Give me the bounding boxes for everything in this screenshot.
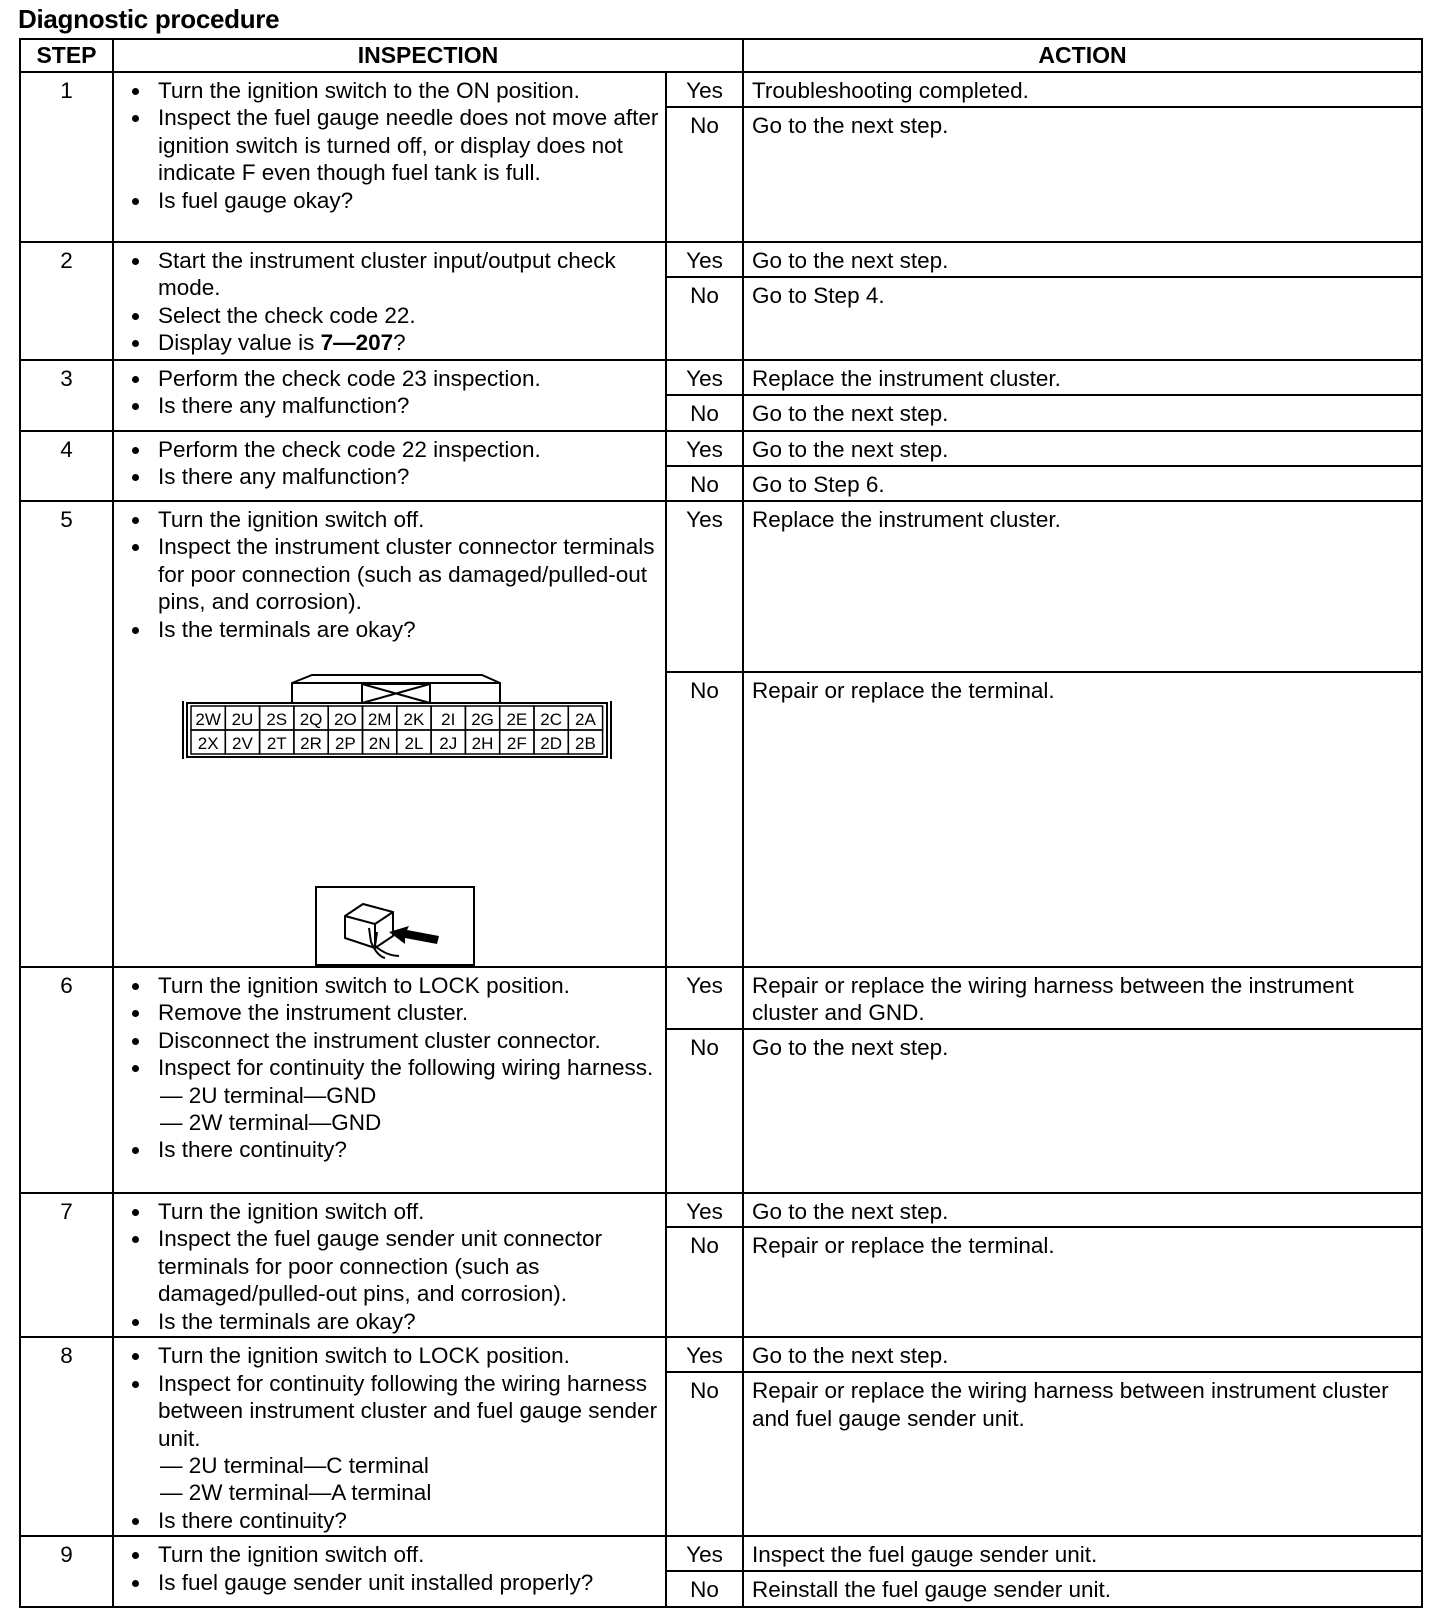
inspection-item: Select the check code 22. <box>124 302 659 329</box>
yes-label: Yes <box>666 242 743 277</box>
yes-label: Yes <box>666 1337 743 1372</box>
connector-pin-grid <box>191 706 603 754</box>
connector-pin-label: 2N <box>368 734 391 754</box>
inspection-cell <box>113 1337 666 1536</box>
no-action: Repair or replace the terminal. <box>743 672 1422 967</box>
connector-pin-label: 2H <box>471 734 494 754</box>
no-label: No <box>666 1227 743 1337</box>
display-value: 7—207 <box>320 330 394 356</box>
inspection-item: Turn the ignition switch to LOCK position. <box>124 972 659 999</box>
step-number: 7 <box>20 1193 113 1337</box>
step-number: 4 <box>20 431 113 501</box>
connector-pin-label: 2V <box>232 734 253 754</box>
connector-pin-label: 2K <box>403 710 425 730</box>
inspection-item: Disconnect the instrument cluster connector. <box>124 1027 659 1054</box>
inspection-cell <box>113 431 666 501</box>
yes-label: Yes <box>666 1536 743 1571</box>
diagnostic-table <box>19 38 1423 1608</box>
inspection-item: Is there continuity? <box>124 1507 659 1534</box>
no-label: No <box>666 466 743 501</box>
no-action: Go to the next step. <box>743 1029 1422 1193</box>
inspection-item: Turn the ignition switch off. <box>124 506 659 533</box>
connector-pin-label: 2C <box>540 710 563 730</box>
yes-label: Yes <box>666 360 743 395</box>
yes-action: Troubleshooting completed. <box>743 72 1422 107</box>
connector-pin-label: 2M <box>367 710 392 730</box>
inspection-cell <box>113 242 666 360</box>
inspection-item: Is there any malfunction? <box>124 463 659 490</box>
connector-pin-label: 2X <box>197 734 219 754</box>
yes-label: Yes <box>666 72 743 107</box>
no-action: Go to the next step. <box>743 395 1422 431</box>
inspection-item: Turn the ignition switch to the ON position. <box>124 77 659 104</box>
header-action: ACTION <box>743 39 1422 72</box>
inspection-subitem: — 2U terminal—C terminal <box>160 1453 429 1479</box>
no-label: No <box>666 107 743 242</box>
inspection-cell <box>113 967 666 1193</box>
step-number: 2 <box>20 242 113 360</box>
step-row-4-yes <box>20 431 1422 466</box>
inspection-item: Turn the ignition switch to LOCK position. <box>124 1342 659 1369</box>
no-action: Go to Step 4. <box>743 277 1422 360</box>
inspection-item: Inspect the fuel gauge needle does not move after ignition switch is turned off, or display does not indicate F even though fuel tank is full. <box>124 104 659 186</box>
inspection-subitem: — 2W terminal—GND <box>160 1110 382 1136</box>
yes-action: Replace the instrument cluster. <box>743 360 1422 395</box>
step-row-6-yes <box>20 967 1422 1029</box>
inspection-item: Perform the check code 22 inspection. <box>124 436 659 463</box>
step-number: 6 <box>20 967 113 1193</box>
step-row-7-yes <box>20 1193 1422 1227</box>
display-suffix: ? <box>393 330 406 356</box>
view-direction-icon <box>315 886 475 966</box>
yes-action: Inspect the fuel gauge sender unit. <box>743 1536 1422 1571</box>
inspection-subitem: — 2W terminal—A terminal <box>160 1480 432 1506</box>
inspection-cell <box>113 1193 666 1337</box>
no-action: Repair or replace the terminal. <box>743 1227 1422 1337</box>
inspection-item: Is fuel gauge sender unit installed properly? <box>124 1569 659 1596</box>
inspection-cell <box>113 360 666 431</box>
yes-action: Go to the next step. <box>743 1337 1422 1372</box>
connector-pin-label: 2W <box>195 710 221 730</box>
connector-pin-label: 2S <box>266 710 288 730</box>
yes-action: Repair or replace the wiring harness between the instrument cluster and GND. <box>743 967 1422 1029</box>
no-label: No <box>666 672 743 967</box>
no-action: Go to the next step. <box>743 107 1422 242</box>
connector-pin-label: 2I <box>441 710 456 730</box>
connector-pin-label: 2G <box>471 710 494 730</box>
no-action: Go to Step 6. <box>743 466 1422 501</box>
inspection-item: Is the terminals are okay? <box>124 1308 659 1335</box>
step-number: 3 <box>20 360 113 431</box>
no-label: No <box>666 1571 743 1607</box>
step-row-5-yes <box>20 501 1422 672</box>
inspection-item: Is there any malfunction? <box>124 392 659 419</box>
connector-pin-label: 2B <box>575 734 596 754</box>
step-number: 9 <box>20 1536 113 1607</box>
yes-action: Go to the next step. <box>743 242 1422 277</box>
step-row-9-yes <box>20 1536 1422 1571</box>
yes-action: Go to the next step. <box>743 1193 1422 1227</box>
no-action: Reinstall the fuel gauge sender unit. <box>743 1571 1422 1607</box>
inspection-item: Inspect for continuity the following wiring harness. <box>124 1054 659 1081</box>
inspection-item: Inspect the fuel gauge sender unit connector terminals for poor connection (such as damaged/pulled-out pins, and corrosion). <box>124 1225 659 1307</box>
no-label: No <box>666 1029 743 1193</box>
connector-pin-label: 2T <box>266 734 287 754</box>
header-step: STEP <box>20 39 113 72</box>
yes-action: Replace the instrument cluster. <box>743 501 1422 672</box>
step-row-1-yes <box>20 72 1422 107</box>
yes-label: Yes <box>666 967 743 1029</box>
arrow-icon <box>389 926 439 944</box>
inspection-item: Is the terminals are okay? <box>124 616 659 643</box>
display-prefix: Display value is <box>158 330 321 356</box>
connector-pin-label: 2U <box>231 710 254 730</box>
inspection-item <box>124 329 659 356</box>
inspection-item: Start the instrument cluster input/output check mode. <box>124 247 659 302</box>
connector-pin-label: 2O <box>334 710 357 730</box>
inspection-cell <box>113 501 666 967</box>
inspection-subitem: — 2U terminal—GND <box>160 1082 377 1108</box>
header-row <box>20 39 1422 72</box>
inspection-item: Turn the ignition switch off. <box>124 1541 659 1568</box>
yes-label: Yes <box>666 1193 743 1227</box>
connector-pin-label: 2E <box>506 710 528 730</box>
page-title: Diagnostic procedure <box>18 4 280 34</box>
connector-pin-label: 2L <box>404 734 424 754</box>
inspection-item: Is there continuity? <box>124 1136 659 1163</box>
no-label: No <box>666 395 743 431</box>
step-number: 5 <box>20 501 113 967</box>
yes-action: Go to the next step. <box>743 431 1422 466</box>
step-number: 1 <box>20 72 113 242</box>
connector-pin-label: 2D <box>540 734 563 754</box>
connector-figure <box>124 667 659 966</box>
connector-latch <box>292 675 500 703</box>
no-action: Repair or replace the wiring harness between instrument cluster and fuel gauge sender unit. <box>743 1372 1422 1536</box>
step-number: 8 <box>20 1337 113 1536</box>
yes-label: Yes <box>666 431 743 466</box>
inspection-item: Is fuel gauge okay? <box>124 187 659 214</box>
step-row-3-yes <box>20 360 1422 395</box>
inspection-item: Turn the ignition switch off. <box>124 1198 659 1225</box>
inspection-cell <box>113 1536 666 1607</box>
connector-pin-label: 2Q <box>299 710 323 730</box>
header-inspection: INSPECTION <box>113 39 743 72</box>
inspection-item: Inspect the instrument cluster connector terminals for poor connection (such as damaged/pulled-out pins, and corrosion). <box>124 533 659 615</box>
no-label: No <box>666 1372 743 1536</box>
connector-pin-label: 2P <box>334 734 356 754</box>
connector-pin-label: 2J <box>439 734 458 754</box>
connector-diagram <box>182 667 622 882</box>
step-row-2-yes <box>20 242 1422 277</box>
inspection-cell <box>113 72 666 242</box>
step-row-8-yes <box>20 1337 1422 1372</box>
inspection-item: Perform the check code 23 inspection. <box>124 365 659 392</box>
inspection-item: Inspect for continuity following the wiring harness between instrument cluster and fuel gauge sender unit. <box>124 1370 659 1452</box>
yes-label: Yes <box>666 501 743 672</box>
inspection-item: Remove the instrument cluster. <box>124 999 659 1026</box>
connector-pin-label: 2A <box>575 710 596 730</box>
connector-pin-label: 2R <box>300 734 322 754</box>
no-label: No <box>666 277 743 360</box>
connector-pin-label: 2F <box>506 734 527 754</box>
